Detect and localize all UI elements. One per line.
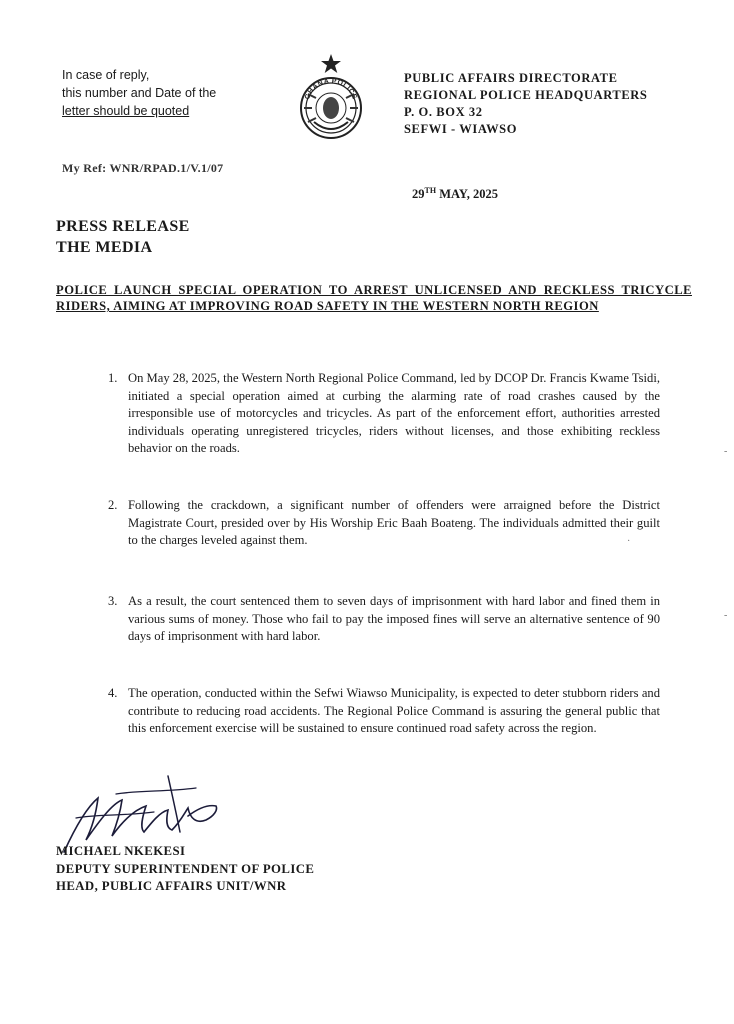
reply-notice-line2: this number and Date of the [62,86,217,100]
reply-notice-line3: letter should be quoted [62,104,190,118]
police-crest-logo [292,52,370,142]
signatory-rank: DEPUTY SUPERINTENDENT OF POLICE [56,861,315,876]
crest-text: GHANA POLICE [304,77,358,101]
scan-mark: - [724,446,728,457]
address-line1: PUBLIC AFFAIRS DIRECTORATE [404,71,618,85]
date-day: 29 [412,187,425,202]
scan-mark: · [627,536,631,547]
signatory-block [56,843,314,896]
press-release-heading [56,216,190,258]
address-block [404,70,647,138]
address-line3: P. O. BOX 32 [404,105,483,119]
reply-notice [62,66,272,120]
list-item-text: On May 28, 2025, the Western North Regional Police Command, led by DCOP Dr. Francis Kwame Tsidi, initiated a special operation aimed at curbing the alarming rate of road crashes caused by the irresponsible use of motorcycles and tricycles. As part of the enforcement effort, authorities arrested individuals operating unregistered tricycles, riders without licenses, and those exhibiting reckless behavior on the roads. [128,371,660,455]
list-item-number: 4. [108,686,118,700]
letter-date [412,186,498,202]
list-item [108,370,660,458]
list-item [108,593,660,646]
list-item-number: 1. [108,371,118,385]
list-item-text: As a result, the court sentenced them to seven days of imprisonment with hard labor and fined them in various sums of money. Those who fail to pay the imposed fines will serve an alternative sentence of 90 days of imprisonment with hard labor. [128,594,660,643]
list-item-text: The operation, conducted within the Sefwi Wiawso Municipality, is expected to deter stubborn riders and contribute to reducing road accidents. The Regional Police Command is assuring the general public that this enforcement exercise will be sustained to ensure continued road safety across the region. [128,686,660,735]
list-item-text: Following the crackdown, a significant number of offenders were arraigned before the District Magistrate Court, presided over by His Worship Eric Baah Boateng. The individuals admitted their guilt to the charges leveled against them. [128,498,660,547]
scan-mark: - [724,610,728,621]
list-item [108,497,660,550]
date-suffix: TH [424,186,437,195]
list-item [108,685,660,738]
list-item-number: 3. [108,594,118,608]
press-release-subtitle: THE MEDIA [56,239,153,256]
list-item-number: 2. [108,498,118,512]
address-line4: SEFWI - WIAWSO [404,122,518,136]
press-release-title: PRESS RELEASE [56,218,190,235]
date-rest: MAY, 2025 [436,187,498,202]
address-line2: REGIONAL POLICE HEADQUARTERS [404,88,648,102]
reply-notice-line1: In case of reply, [62,68,150,82]
signatory-name: MICHAEL NKEKESI [56,844,186,858]
headline: POLICE LAUNCH SPECIAL OPERATION TO ARREST UNLICENSED AND RECKLESS TRICYCLE RIDERS, AIMING AT IMPROVING ROAD SAFETY IN THE WESTERN NORTH REGION [56,283,692,313]
signatory-position: HEAD, PUBLIC AFFAIRS UNIT/WNR [56,879,287,893]
reference-number: My Ref: WNR/RPAD.1/V.1/07 [62,161,224,175]
